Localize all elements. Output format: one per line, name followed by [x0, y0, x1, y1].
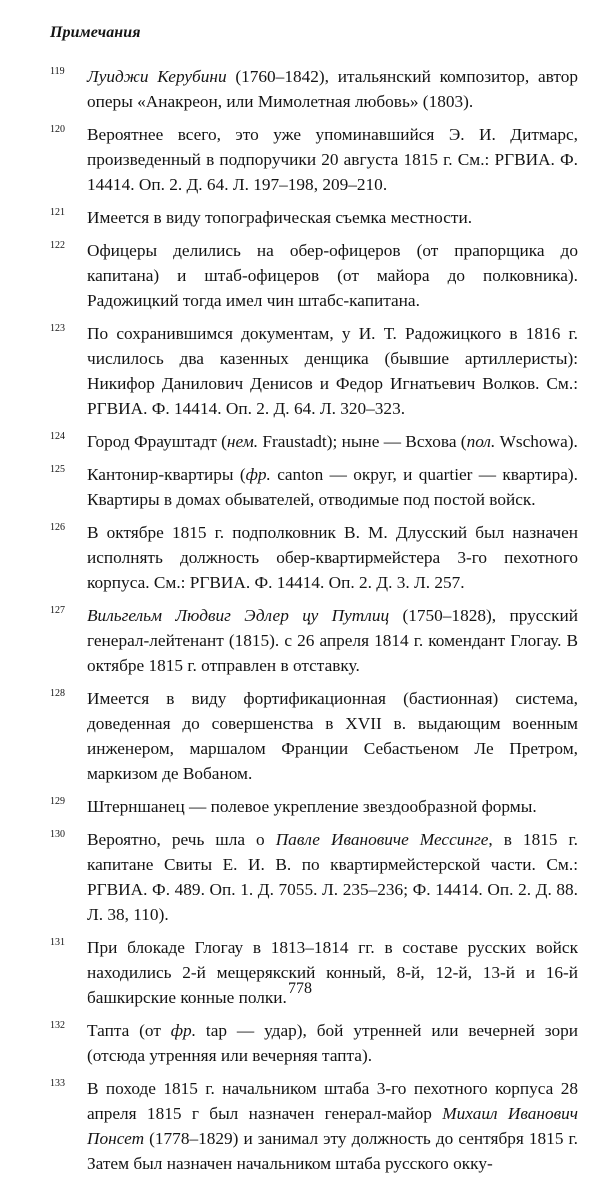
endnote-number: 130 — [50, 829, 65, 840]
endnote — [50, 1018, 578, 1068]
endnote-number: 125 — [50, 464, 65, 475]
endnote-number: 120 — [50, 124, 65, 135]
endnote-text: (1750–1828), прусский генерал-лейтенант (1815). с 26 апреля 1814 г. комендант Глогау. В октябре 1815 г. отправлен в отставку. — [87, 606, 578, 675]
endnote-text: Офицеры делились на обер-офицеров (от прапорщика до капитана) и штаб-офицеров (от майора до полковника). Радожицкий тогда имел чин штабс-капитана. — [87, 241, 578, 310]
endnote-number: 123 — [50, 323, 65, 334]
endnote-italic-text: фр. — [245, 465, 271, 484]
endnotes-list — [50, 64, 578, 1184]
endnote-number: 131 — [50, 937, 65, 948]
endnote — [50, 603, 578, 678]
endnote-number: 128 — [50, 688, 65, 699]
endnote — [50, 935, 578, 1010]
endnote-text: В октябре 1815 г. подполковник В. М. Длусский был назначен исполнять должность обер-квартирмейстера 3-го пехотного корпуса. См.: РГВИА. Ф. 14414. Оп. 2. Д. 3. Л. 257. — [87, 523, 578, 592]
endnote — [50, 827, 578, 927]
endnote-italic-text: Михаил Иванович Понсет — [87, 1104, 578, 1148]
endnote-number: 129 — [50, 796, 65, 807]
endnote — [50, 686, 578, 786]
running-header: Примечания — [50, 24, 141, 41]
endnote-number: 124 — [50, 431, 65, 442]
endnote-text: tap — удар), бой утренней или вечерней зори (отсюда утренняя или вечерняя тапта). — [87, 1021, 578, 1065]
endnote-text: canton — округ, и quartier — квартира). Квартиры в домах обывателей, отводимые под постой войск. — [87, 465, 578, 509]
endnote-number: 126 — [50, 522, 65, 533]
endnote — [50, 205, 578, 230]
endnote — [50, 1076, 578, 1176]
endnote-italic-text: нем. — [226, 432, 259, 451]
endnote-number: 127 — [50, 605, 65, 616]
endnote-text: Вероятно, речь шла о — [87, 830, 276, 849]
endnote-text: Имеется в виду топографическая съемка местности. — [87, 208, 473, 227]
endnote-text: Штерншанец — полевое укрепление звездообразной формы. — [87, 797, 537, 816]
endnote-text: Имеется в виду фортификационная (бастионная) система, доведенная до совершенства в XVII в. выдающим военным инженером, маршалом Франции Себастьеном Ле Претром, маркизом де Вобаном. — [87, 689, 578, 783]
endnote — [50, 122, 578, 197]
endnote-italic-text: Луиджи Керубини — [87, 67, 227, 86]
endnote-text: (1778–1829) и занимал эту должность до сентября 1815 г. Затем был назначен начальником штаба русского окку- — [87, 1129, 578, 1173]
endnote — [50, 794, 578, 819]
endnote — [50, 520, 578, 595]
endnote — [50, 321, 578, 421]
endnote-text: При блокаде Глогау в 1813–1814 гг. в составе русских войск находились 2-й мещерякский конный, 8-й, 12-й, 13-й и 16-й башкирские конные полки. — [87, 938, 578, 1007]
endnote-text: Кантонир-квартиры ( — [87, 465, 246, 484]
endnote-text: Fraustadt); ныне — Всхова ( — [258, 432, 467, 451]
page-number: 778 — [288, 980, 312, 997]
endnote-text: Тапта (от — [87, 1021, 171, 1040]
endnote-italic-text: Павле Ивановиче Мессинге — [275, 830, 489, 849]
endnote-number: 133 — [50, 1078, 65, 1089]
endnote-number: 132 — [50, 1020, 65, 1031]
endnote-text: Вероятнее всего, это уже упоминавшийся Э. И. Дитмарс, произведенный в подпоручики 20 августа 1815 г. См.: РГВИА. Ф. 14414. Оп. 2. Д. 64. Л. 197–198, 209–210. — [87, 125, 578, 194]
endnote-text: В походе 1815 г. начальником штаба 3-го пехотного корпуса 28 апреля 1815 г был назначен генерал-майор — [87, 1079, 578, 1123]
endnote-text: (1760–1842), итальянский композитор, автор оперы «Анакреон, или Мимолетная любовь» (1803). — [87, 67, 579, 111]
endnote-number: 119 — [50, 66, 65, 77]
endnote-italic-text: фр. — [170, 1021, 197, 1040]
endnote-number: 122 — [50, 240, 65, 251]
endnote-italic-text: пол. — [466, 432, 496, 451]
endnote — [50, 429, 578, 454]
endnote-italic-text: Вильгельм Людвиг Эдлер цу Путлиц — [87, 606, 390, 625]
endnote — [50, 64, 578, 114]
endnote-text: По сохранившимся документам, у И. Т. Радожицкого в 1816 г. числилось два казенных денщика (бывшие артиллеристы): Никифор Данилович Денисов и Федор Игнатьевич Волков. См.: РГВИА. Ф. 14414. Оп. 2. Д. 64. Л. 320–323. — [87, 324, 578, 418]
endnote-number: 121 — [50, 207, 65, 218]
endnote — [50, 462, 578, 512]
endnote-text: , в 1815 г. капитане Свиты Е. И. В. по квартирмейстерской части. См.: РГВИА. Ф. 489. Оп. 1. Д. 7055. Л. 235–236; Ф. 14414. Оп. 2. Д. 88. Л. 38, 110). — [87, 830, 578, 924]
endnote-text: Wschowa). — [495, 432, 578, 451]
endnote-text: Город Фрауштадт ( — [87, 432, 227, 451]
endnote — [50, 238, 578, 313]
